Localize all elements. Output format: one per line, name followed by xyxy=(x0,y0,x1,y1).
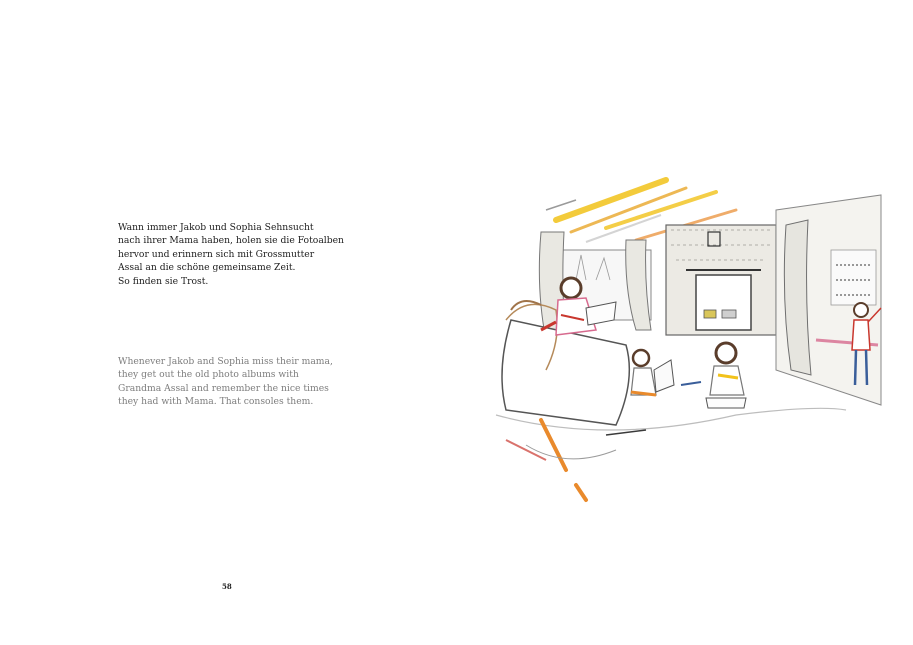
german-text-block xyxy=(118,221,378,288)
german-line: Wann immer Jakob und Sophia Sehnsucht xyxy=(118,222,314,233)
right-page xyxy=(456,0,913,645)
children-reading xyxy=(631,343,746,408)
german-line: nach ihrer Mama haben, holen sie die Fotoalben xyxy=(118,235,344,247)
english-line: Whenever Jakob and Sophia miss their mama, xyxy=(118,356,333,367)
fireplace xyxy=(666,225,776,335)
right-wall xyxy=(776,195,881,405)
left-page xyxy=(0,0,456,645)
english-line: Grandma Assal and remember the nice times xyxy=(118,382,329,394)
floor-rug xyxy=(496,408,846,500)
english-line: they had with Mama. That consoles them. xyxy=(118,396,314,408)
english-line: they get out the old photo albums with xyxy=(118,369,299,381)
living-room-illustration xyxy=(486,170,886,510)
german-line: hervor und erinnern sich mit Grossmutter xyxy=(118,248,315,260)
page-number: 58 xyxy=(222,582,232,591)
german-line: So finden sie Trost. xyxy=(118,275,209,287)
german-line: Assal an die schöne gemeinsame Zeit. xyxy=(118,262,296,274)
english-text-block xyxy=(118,355,378,409)
